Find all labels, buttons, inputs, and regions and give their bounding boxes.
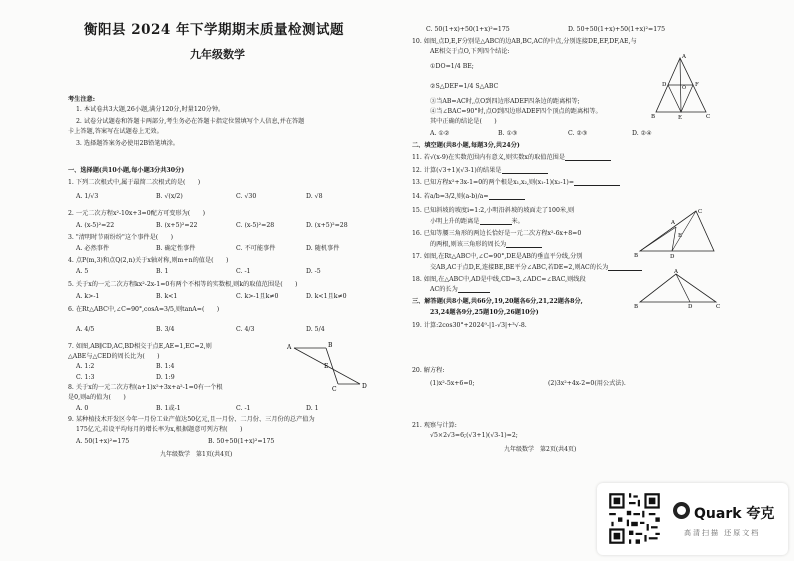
option: A. 1:2 — [76, 363, 95, 370]
statement: ②S△DEF=1/4 S△ABC — [430, 83, 499, 90]
option: D. 50+50(1+x)+50(1+x)²=175 — [568, 26, 666, 33]
section-heading: 三、解答题(共8小题,共66分,19,20题各6分,21,22题各8分, — [412, 298, 583, 305]
option: B. 1 — [156, 268, 169, 275]
question-8: 8. 关于x的一元二次方程(a+1)x²+3x+a²-1=0有一个根 — [68, 384, 223, 391]
question-17-text: 交AB,AC于点D,E,连接BE,BE平分∠ABC,若DE=2,则AC的长为 — [430, 264, 609, 271]
fig10-label: C — [706, 114, 711, 120]
question-7-cont: △ABE与△CED的周长比为( ) — [68, 353, 160, 360]
option: B. 3/4 — [156, 326, 175, 333]
notice-item: 2. 试卷分试题卷和答题卡两部分,考生务必在答题卡指定位置填写个人信息,并在答题 — [76, 118, 305, 125]
question-9: 9. 某种植技术开发区今年一月份工业产值达50亿元,且一月份、二月份、三月份的总产值为 — [68, 416, 315, 423]
figure-q17 — [634, 207, 724, 260]
question-11-text: 11. 若√(x-9)在实数范围内有意义,则实数x的取值范围是 — [412, 154, 566, 161]
statement: 其中正确的结论是( ) — [430, 118, 497, 125]
question-21: 21. 观察与计算: — [412, 422, 457, 429]
option: D. 1:9 — [156, 374, 175, 381]
option: D. -5 — [306, 268, 321, 275]
option: B. 50+50(1+x)²=175 — [208, 438, 275, 445]
question-12-text: 12. 计算(√3+1)(√3-1)的结果是 — [412, 167, 502, 174]
question-20: 20. 解方程: — [412, 367, 445, 374]
fig18-label: D — [688, 304, 693, 310]
option: C. √30 — [236, 193, 257, 200]
option: C. 不可能事件 — [236, 245, 276, 252]
fig18-label: A — [674, 269, 678, 275]
question-19: 19. 计算:2cos30°+2024⁰-|1-√3|+³√-8. — [412, 322, 527, 329]
notice-item: 3. 选择题答案务必使用2B铅笔填涂。 — [76, 140, 179, 147]
question-11 — [412, 154, 611, 161]
statement: ①DO=1/4 BE; — [430, 63, 474, 70]
question-20-part: (2)3x²+4x-2=0(用公式法). — [548, 380, 626, 387]
option: A. 4/5 — [76, 326, 95, 333]
answer-blank — [480, 218, 512, 225]
question-3: 3. "清明时节雨纷纷"这个事件是( ) — [68, 234, 174, 241]
page-footer: 九年级数学 第2页(共4页) — [504, 446, 577, 453]
fig18-label: C — [716, 304, 721, 310]
answer-blank — [489, 193, 525, 200]
quark-tagline: 高清扫描 还原文档 — [684, 529, 761, 537]
fig17-label: E — [678, 233, 683, 239]
statement: ③当AB=AC时,点O到四边形ADEF四条边的距离相等; — [430, 98, 580, 105]
question-7: 7. 如图,AB∥CD,AC,BD相交于点E,AE=1,EC=2,则 — [68, 343, 212, 350]
section-heading-cont: 23,24题各9分,25题10分,26题10分) — [430, 309, 539, 316]
question-18: 18. 如图,在△ABC中,AD是中线,CD=3,∠ADC=∠BAC,则线段 — [412, 276, 586, 283]
fig10-label: A — [682, 54, 686, 60]
fig10-label: E — [678, 115, 683, 121]
question-1: 1. 下列二次根式中,属于最简二次根式的是( ) — [68, 179, 201, 186]
exam-subtitle: 九年级数学 — [190, 48, 245, 61]
fig17-label: C — [698, 209, 703, 215]
notice-item: 1. 本试卷共3大题,26小题,满分120分,时量120分钟。 — [76, 106, 225, 113]
question-17: 17. 如图,在Rt△ABC中,∠C=90°,DE是AB的垂直平分线,分别 — [412, 253, 583, 260]
option: A. ①② — [430, 130, 450, 137]
question-21-line: √5×2√3=6;(√3+1)(√3-1)=2; — [430, 432, 518, 439]
section-heading: 一、选择题(共10小题,每小题3分共30分) — [68, 167, 185, 174]
option: D. (x+5)²=28 — [306, 222, 348, 229]
option: B. (x+5)²=22 — [156, 222, 198, 229]
fig10-label: F — [695, 82, 699, 88]
figure-q10 — [650, 52, 712, 120]
notice-item: 卡上答题,答案写在试题卷上无效。 — [68, 128, 163, 135]
question-15: 15. 已知斜坡的坡度i=1:2,小明沿斜坡的坡面走了100米,则 — [412, 207, 575, 214]
question-14-text: 14. 若a/b=3/2,则(a-b)/a= — [412, 193, 489, 200]
question-10-cont: AE相交于点O,下列四个结论: — [430, 48, 510, 55]
fig7-label: A — [287, 344, 292, 351]
option: B. 1或-1 — [156, 405, 181, 412]
statement: ④当∠BAC=90°时,点O到四边形ADEF四个顶点的距离相等。 — [430, 108, 602, 115]
page-2 — [412, 0, 724, 561]
question-6: 6. 在Rt△ABC中,∠C=90°,cosA=3/5,则tanA=( ) — [68, 306, 220, 313]
answer-blank — [506, 241, 542, 248]
quark-logo-icon — [673, 502, 690, 519]
option: B. 1:4 — [156, 363, 175, 370]
option: D. 5/4 — [306, 326, 325, 333]
question-9-cont: 175亿元,若设平均每月的增长率为x,根据题意可列方程( ) — [76, 426, 243, 433]
option: C. -1 — [236, 405, 251, 412]
option: D. 随机事件 — [306, 245, 340, 252]
question-16: 16. 已知等腰三角形的两边长恰好是一元二次方程x²-6x+8=0 — [412, 230, 582, 237]
option: C. 4/3 — [236, 326, 255, 333]
fig18-label: B — [634, 304, 639, 310]
question-13 — [412, 179, 620, 186]
figure-q18 — [634, 270, 724, 308]
question-13-text: 13. 已知方程x²+3x-1=0的两个根是x₁,x₂,则(x₁-1)(x₂-1)= — [412, 179, 575, 186]
option: D. 1 — [306, 405, 319, 412]
question-12 — [412, 167, 548, 174]
qr-code-icon — [607, 491, 662, 546]
question-5: 5. 关于x的一元二次方程kx²-2x-1=0有两个不相等的实数根,则k的取值范围是( ) — [68, 281, 298, 288]
page-footer: 九年级数学 第1页(共4页) — [160, 451, 233, 458]
option: C. k>-1且k≠0 — [236, 293, 279, 300]
option: A. k>-1 — [76, 293, 100, 300]
option: A. (x-5)²=22 — [76, 222, 115, 229]
question-16-text: 的两根,则该三角形的周长为 — [430, 241, 507, 248]
answer-blank — [574, 179, 620, 186]
question-15-unit: 米。 — [511, 218, 524, 225]
option: A. 必然事件 — [76, 245, 110, 252]
question-18-text: AC的长为 — [430, 286, 458, 293]
section-heading: 二、填空题(共8小题,每题3分,共24分) — [412, 142, 520, 149]
option: A. 50(1+x)²=175 — [76, 438, 130, 445]
answer-blank — [565, 154, 611, 161]
option: A. 1/√3 — [76, 193, 99, 200]
question-8-cont: 是0,则a的值为( ) — [68, 394, 126, 401]
question-15-text: 小明上升的距离是 — [430, 218, 480, 225]
fig10-label: O — [682, 85, 687, 91]
option: D. √8 — [306, 193, 323, 200]
option: B. 确定性事件 — [156, 245, 196, 252]
fig10-label: D — [662, 82, 667, 88]
question-4: 4. 点P(m,3)和点Q(2,n)关于x轴对称,则m+n的值是( ) — [68, 257, 229, 264]
notice-heading: 考生注意: — [68, 96, 96, 103]
option: A. 0 — [76, 405, 89, 412]
option: D. ②④ — [632, 130, 652, 137]
exam-title: 衡阳县 2024 年下学期期末质量检测试题 — [84, 22, 344, 38]
option: C. -1 — [236, 268, 251, 275]
question-15-cont — [430, 218, 524, 225]
option: B. ①③ — [498, 130, 518, 137]
option: C. (x-5)²=28 — [236, 222, 275, 229]
fig17-label: A — [671, 220, 675, 226]
option: C. ②③ — [568, 130, 588, 137]
question-18-cont — [430, 286, 490, 293]
option: D. k<1且k≠0 — [306, 293, 347, 300]
fig7-label: D — [362, 383, 367, 390]
question-10: 10. 如图,点D,E,F分别是△ABC的边AB,BC,AC的中点,分别连接DE,EF,DF,AE,与 — [412, 38, 637, 45]
fig7-label: E — [324, 363, 329, 370]
page-1 — [68, 0, 406, 561]
option: C. 1:3 — [76, 374, 95, 381]
option: A. 5 — [76, 268, 89, 275]
question-2: 2. 一元二次方程x²-10x+3=0配方可变形为( ) — [68, 210, 205, 217]
figure-q7 — [282, 340, 392, 392]
answer-blank — [502, 167, 548, 174]
option: B. √(x/2) — [156, 193, 183, 200]
question-17-cont — [430, 264, 642, 271]
fig17-label: B — [634, 253, 639, 259]
option: C. 50(1+x)+50(1+x)²=175 — [426, 26, 510, 33]
quark-brand: Quark 夸克 — [694, 506, 775, 522]
question-14 — [412, 193, 525, 200]
fig10-label: B — [651, 114, 656, 120]
option: B. k<1 — [156, 293, 178, 300]
quark-watermark — [597, 483, 788, 555]
question-16-cont — [430, 241, 542, 248]
answer-blank — [458, 286, 490, 293]
fig17-label: D — [670, 254, 675, 260]
fig7-label: C — [332, 386, 337, 393]
fig7-label: B — [328, 342, 333, 349]
question-20-part: (1)x²-5x+6=0; — [430, 380, 475, 387]
